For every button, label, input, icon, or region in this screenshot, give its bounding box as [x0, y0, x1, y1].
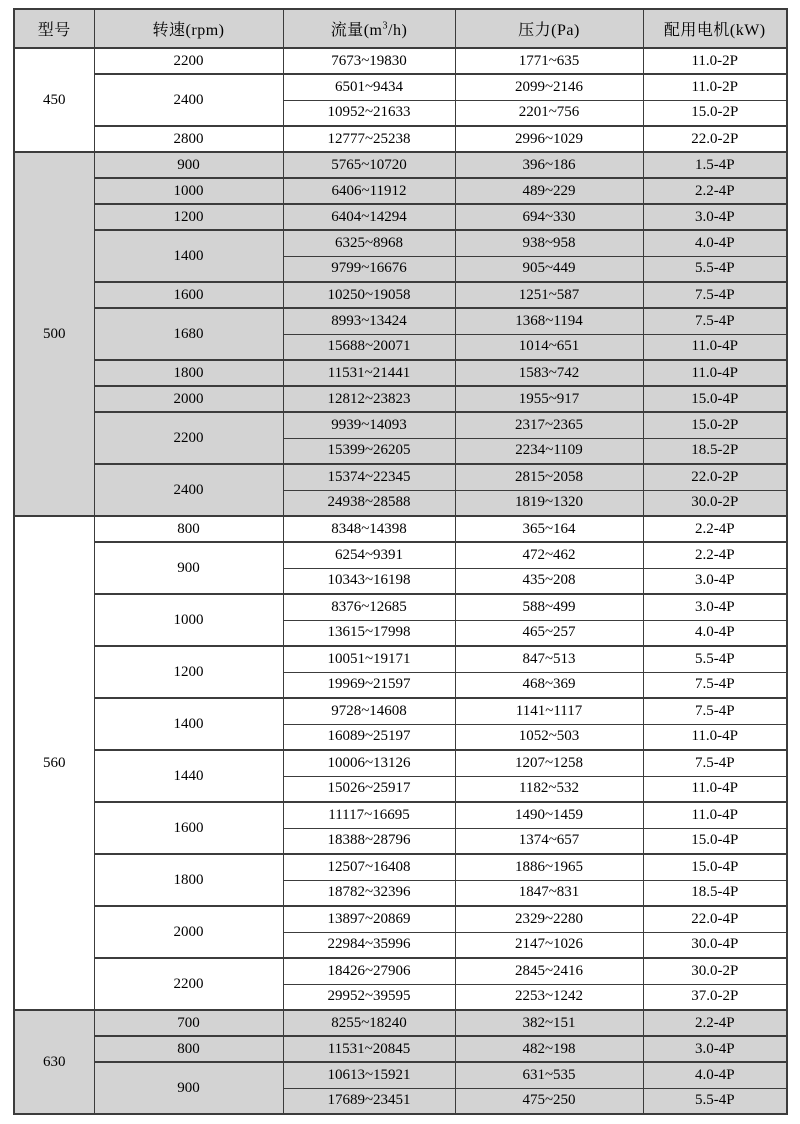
pressure-cell: 1251~587: [455, 282, 643, 308]
motor-cell: 30.0-4P: [643, 932, 787, 958]
model-cell-630: 630: [14, 1010, 94, 1114]
rpm-cell: 2200: [94, 958, 283, 1010]
motor-cell: 15.0-4P: [643, 386, 787, 412]
pressure-cell: 472~462: [455, 542, 643, 568]
pressure-cell: 1886~1965: [455, 854, 643, 880]
motor-cell: 7.5-4P: [643, 698, 787, 724]
rpm-cell: 800: [94, 1036, 283, 1062]
motor-cell: 11.0-4P: [643, 724, 787, 750]
flow-cell: 18426~27906: [283, 958, 455, 984]
pressure-cell: 482~198: [455, 1036, 643, 1062]
flow-cell: 15399~26205: [283, 438, 455, 464]
flow-cell: 9939~14093: [283, 412, 455, 438]
table-row: [14, 282, 787, 308]
rpm-cell: 900: [94, 542, 283, 594]
flow-cell: 13897~20869: [283, 906, 455, 932]
flow-cell: 12812~23823: [283, 386, 455, 412]
pressure-cell: 905~449: [455, 256, 643, 282]
table-row: [14, 594, 787, 620]
pressure-cell: 468~369: [455, 672, 643, 698]
flow-cell: 10343~16198: [283, 568, 455, 594]
rpm-cell: 2000: [94, 906, 283, 958]
pressure-cell: 1955~917: [455, 386, 643, 412]
motor-cell: 11.0-4P: [643, 360, 787, 386]
superscript-3: 3: [382, 20, 388, 32]
model-cell-450: 450: [14, 48, 94, 152]
pressure-cell: 1583~742: [455, 360, 643, 386]
motor-cell: 2.2-4P: [643, 1010, 787, 1036]
flow-cell: 10613~15921: [283, 1062, 455, 1088]
flow-cell: 15374~22345: [283, 464, 455, 490]
rpm-cell: 1400: [94, 698, 283, 750]
pressure-cell: 2099~2146: [455, 74, 643, 100]
table-row: [14, 802, 787, 828]
motor-cell: 7.5-4P: [643, 672, 787, 698]
rpm-cell: 2400: [94, 464, 283, 516]
motor-cell: 11.0-2P: [643, 74, 787, 100]
flow-cell: 24938~28588: [283, 490, 455, 516]
flow-cell: 29952~39595: [283, 984, 455, 1010]
rpm-cell: 2200: [94, 412, 283, 464]
flow-cell: 8255~18240: [283, 1010, 455, 1036]
rpm-cell: 1680: [94, 308, 283, 360]
pressure-cell: 489~229: [455, 178, 643, 204]
pressure-cell: 2234~1109: [455, 438, 643, 464]
motor-cell: 22.0-2P: [643, 126, 787, 152]
rpm-cell: 1400: [94, 230, 283, 282]
table-row: [14, 152, 787, 178]
table-row: [14, 646, 787, 672]
flow-cell: 11117~16695: [283, 802, 455, 828]
motor-cell: 5.5-4P: [643, 646, 787, 672]
rpm-cell: 900: [94, 1062, 283, 1114]
flow-cell: 8376~12685: [283, 594, 455, 620]
table-row: [14, 178, 787, 204]
motor-cell: 18.5-4P: [643, 880, 787, 906]
rpm-cell: 700: [94, 1010, 283, 1036]
table-row: [14, 750, 787, 776]
flow-cell: 8993~13424: [283, 308, 455, 334]
rpm-cell: 900: [94, 152, 283, 178]
motor-cell: 2.2-4P: [643, 178, 787, 204]
header-flow: 流量$(m^3/h)$: [283, 9, 455, 48]
motor-cell: 11.0-4P: [643, 334, 787, 360]
pressure-cell: 1847~831: [455, 880, 643, 906]
pressure-cell: 475~250: [455, 1088, 643, 1114]
table-row: [14, 74, 787, 100]
flow-cell: 5765~10720: [283, 152, 455, 178]
model-cell-560: 560: [14, 516, 94, 1010]
rpm-cell: 1600: [94, 282, 283, 308]
flow-cell: 13615~17998: [283, 620, 455, 646]
pressure-cell: 588~499: [455, 594, 643, 620]
motor-cell: 22.0-2P: [643, 464, 787, 490]
pressure-cell: 2996~1029: [455, 126, 643, 152]
table-row: [14, 516, 787, 542]
motor-cell: 11.0-2P: [643, 48, 787, 74]
pressure-cell: 2147~1026: [455, 932, 643, 958]
flow-cell: 10952~21633: [283, 100, 455, 126]
motor-cell: 1.5-4P: [643, 152, 787, 178]
motor-cell: 7.5-4P: [643, 750, 787, 776]
rpm-cell: 2400: [94, 74, 283, 126]
rpm-cell: 1600: [94, 802, 283, 854]
pressure-cell: 396~186: [455, 152, 643, 178]
pressure-cell: 938~958: [455, 230, 643, 256]
pressure-cell: 435~208: [455, 568, 643, 594]
table-body: [14, 48, 787, 1114]
pressure-cell: 1374~657: [455, 828, 643, 854]
pressure-cell: 2201~756: [455, 100, 643, 126]
motor-cell: 15.0-4P: [643, 854, 787, 880]
table-row: [14, 308, 787, 334]
flow-cell: 9728~14608: [283, 698, 455, 724]
pressure-cell: 1052~503: [455, 724, 643, 750]
table-row: [14, 360, 787, 386]
pressure-cell: 631~535: [455, 1062, 643, 1088]
motor-cell: 5.5-4P: [643, 1088, 787, 1114]
pressure-cell: 2815~2058: [455, 464, 643, 490]
flow-cell: 10250~19058: [283, 282, 455, 308]
motor-cell: 7.5-4P: [643, 282, 787, 308]
motor-cell: 7.5-4P: [643, 308, 787, 334]
motor-cell: 30.0-2P: [643, 958, 787, 984]
motor-cell: 3.0-4P: [643, 568, 787, 594]
motor-cell: 22.0-4P: [643, 906, 787, 932]
motor-cell: 30.0-2P: [643, 490, 787, 516]
table-row: [14, 412, 787, 438]
pressure-cell: 1207~1258: [455, 750, 643, 776]
flow-cell: 12777~25238: [283, 126, 455, 152]
flow-cell: 9799~16676: [283, 256, 455, 282]
pressure-cell: 1819~1320: [455, 490, 643, 516]
pressure-cell: 365~164: [455, 516, 643, 542]
flow-cell: 6325~8968: [283, 230, 455, 256]
pressure-cell: 1014~651: [455, 334, 643, 360]
flow-cell: 22984~35996: [283, 932, 455, 958]
rpm-cell: 1440: [94, 750, 283, 802]
flow-cell: 15026~25917: [283, 776, 455, 802]
motor-cell: 3.0-4P: [643, 204, 787, 230]
table-row: [14, 386, 787, 412]
motor-cell: 3.0-4P: [643, 1036, 787, 1062]
table-row: [14, 542, 787, 568]
header-row: [14, 9, 787, 48]
rpm-cell: 2000: [94, 386, 283, 412]
flow-cell: 15688~20071: [283, 334, 455, 360]
flow-cell: 6404~14294: [283, 204, 455, 230]
table-row: [14, 698, 787, 724]
motor-cell: 11.0-4P: [643, 802, 787, 828]
motor-cell: 18.5-2P: [643, 438, 787, 464]
header-pressure: 压力(Pa): [455, 9, 643, 48]
pressure-cell: 2329~2280: [455, 906, 643, 932]
motor-cell: 3.0-4P: [643, 594, 787, 620]
motor-cell: 4.0-4P: [643, 230, 787, 256]
motor-cell: 2.2-4P: [643, 542, 787, 568]
pressure-cell: 1368~1194: [455, 308, 643, 334]
pressure-cell: 1141~1117: [455, 698, 643, 724]
table-row: [14, 464, 787, 490]
pressure-cell: 2845~2416: [455, 958, 643, 984]
motor-cell: 37.0-2P: [643, 984, 787, 1010]
rpm-cell: 1000: [94, 178, 283, 204]
motor-cell: 11.0-4P: [643, 776, 787, 802]
pressure-cell: 2253~1242: [455, 984, 643, 1010]
flow-cell: 19969~21597: [283, 672, 455, 698]
motor-cell: 15.0-2P: [643, 412, 787, 438]
table-row: [14, 48, 787, 74]
table-row: [14, 854, 787, 880]
table-row: [14, 204, 787, 230]
flow-cell: 6406~11912: [283, 178, 455, 204]
flow-cell: 6254~9391: [283, 542, 455, 568]
pressure-cell: 1771~635: [455, 48, 643, 74]
pressure-cell: 1490~1459: [455, 802, 643, 828]
header-speed: 转速(rpm): [94, 9, 283, 48]
flow-cell: 10051~19171: [283, 646, 455, 672]
table-row: [14, 1036, 787, 1062]
flow-cell: 8348~14398: [283, 516, 455, 542]
header-motor: 配用电机(kW): [643, 9, 787, 48]
flow-cell: 10006~13126: [283, 750, 455, 776]
rpm-cell: 2800: [94, 126, 283, 152]
motor-cell: 15.0-2P: [643, 100, 787, 126]
table-row: [14, 1062, 787, 1088]
flow-cell: 18388~28796: [283, 828, 455, 854]
pressure-cell: 382~151: [455, 1010, 643, 1036]
motor-cell: 5.5-4P: [643, 256, 787, 282]
rpm-cell: 1800: [94, 854, 283, 906]
rpm-cell: 2200: [94, 48, 283, 74]
table-row: [14, 1010, 787, 1036]
fan-spec-table: [13, 8, 788, 1115]
header-model: 型号: [14, 9, 94, 48]
flow-cell: 17689~23451: [283, 1088, 455, 1114]
flow-cell: 11531~21441: [283, 360, 455, 386]
table-row: [14, 230, 787, 256]
pressure-cell: 847~513: [455, 646, 643, 672]
rpm-cell: 1200: [94, 646, 283, 698]
table-row: [14, 958, 787, 984]
rpm-cell: 1200: [94, 204, 283, 230]
flow-cell: 7673~19830: [283, 48, 455, 74]
flow-cell: 11531~20845: [283, 1036, 455, 1062]
flow-cell: 16089~25197: [283, 724, 455, 750]
pressure-cell: 2317~2365: [455, 412, 643, 438]
motor-cell: 4.0-4P: [643, 1062, 787, 1088]
flow-cell: 6501~9434: [283, 74, 455, 100]
motor-cell: 2.2-4P: [643, 516, 787, 542]
motor-cell: 15.0-4P: [643, 828, 787, 854]
flow-cell: 18782~32396: [283, 880, 455, 906]
rpm-cell: 800: [94, 516, 283, 542]
table-row: [14, 126, 787, 152]
flow-cell: 12507~16408: [283, 854, 455, 880]
model-cell-500: 500: [14, 152, 94, 516]
rpm-cell: 1000: [94, 594, 283, 646]
motor-cell: 4.0-4P: [643, 620, 787, 646]
pressure-cell: 465~257: [455, 620, 643, 646]
rpm-cell: 1800: [94, 360, 283, 386]
pressure-cell: 694~330: [455, 204, 643, 230]
table-row: [14, 906, 787, 932]
pressure-cell: 1182~532: [455, 776, 643, 802]
